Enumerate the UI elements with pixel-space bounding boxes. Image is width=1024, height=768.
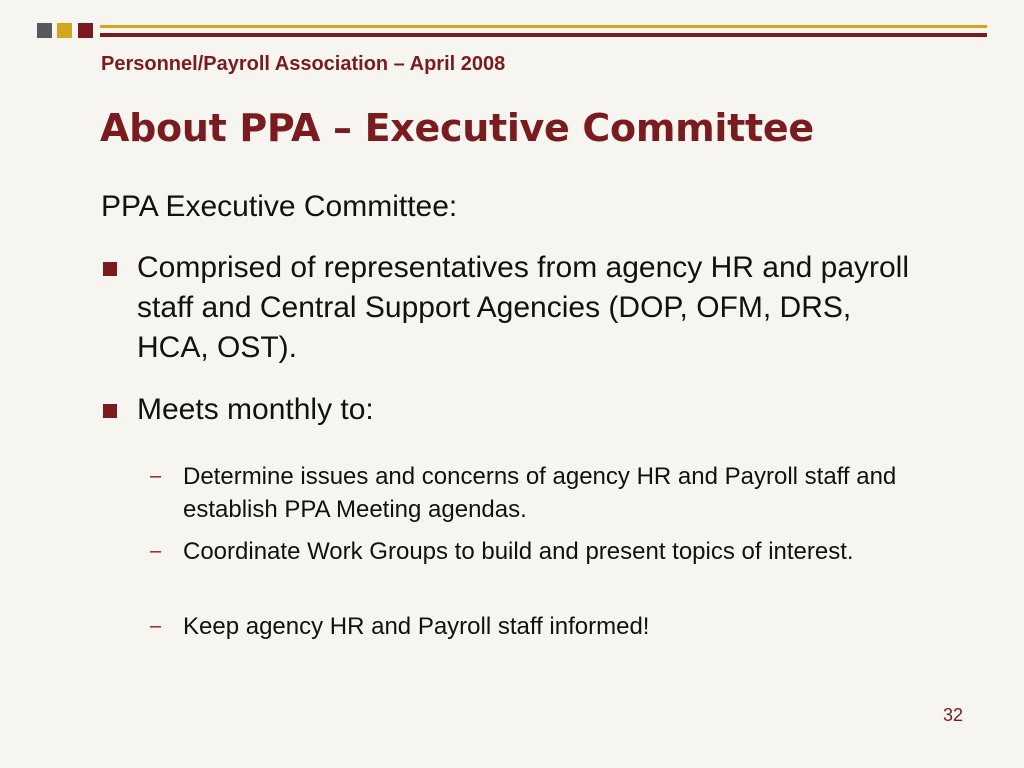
square-bullet-icon: [103, 404, 117, 418]
sub-bullet-item: [150, 460, 920, 526]
bullet-text: Meets monthly to:: [137, 393, 374, 426]
dash-bullet-icon: –: [150, 465, 162, 487]
organization-header: Personnel/Payroll Association – April 2008: [101, 53, 506, 75]
bullet-item: [101, 390, 921, 430]
sub-bullet-item: [150, 535, 920, 568]
bullet-item: [101, 248, 921, 368]
header-rule-maroon: [100, 33, 987, 37]
sub-bullet-item: [150, 610, 920, 643]
decor-square-gold: [57, 23, 72, 38]
dash-bullet-icon: –: [150, 615, 162, 637]
sub-bullet-text: Coordinate Work Groups to build and present topics of interest.: [183, 538, 854, 565]
dash-bullet-icon: –: [150, 540, 162, 562]
bullet-text: Comprised of representatives from agency HR and payroll staff and Central Support Agencies (DOP, OFM, DRS, HCA, OST).: [137, 251, 910, 364]
sub-bullet-text: Determine issues and concerns of agency HR and Payroll staff and establish PPA Meeting agendas.: [183, 463, 897, 523]
intro-text: PPA Executive Committee:: [101, 190, 458, 223]
square-bullet-icon: [103, 262, 117, 276]
header-rule-gold: [100, 25, 987, 28]
sub-bullet-text: Keep agency HR and Payroll staff informed!: [183, 613, 650, 640]
page-number: 32: [942, 705, 963, 725]
decor-square-maroon: [78, 23, 93, 38]
slide-title: About PPA – Executive Committee: [100, 106, 814, 150]
decor-square-gray: [37, 23, 52, 38]
